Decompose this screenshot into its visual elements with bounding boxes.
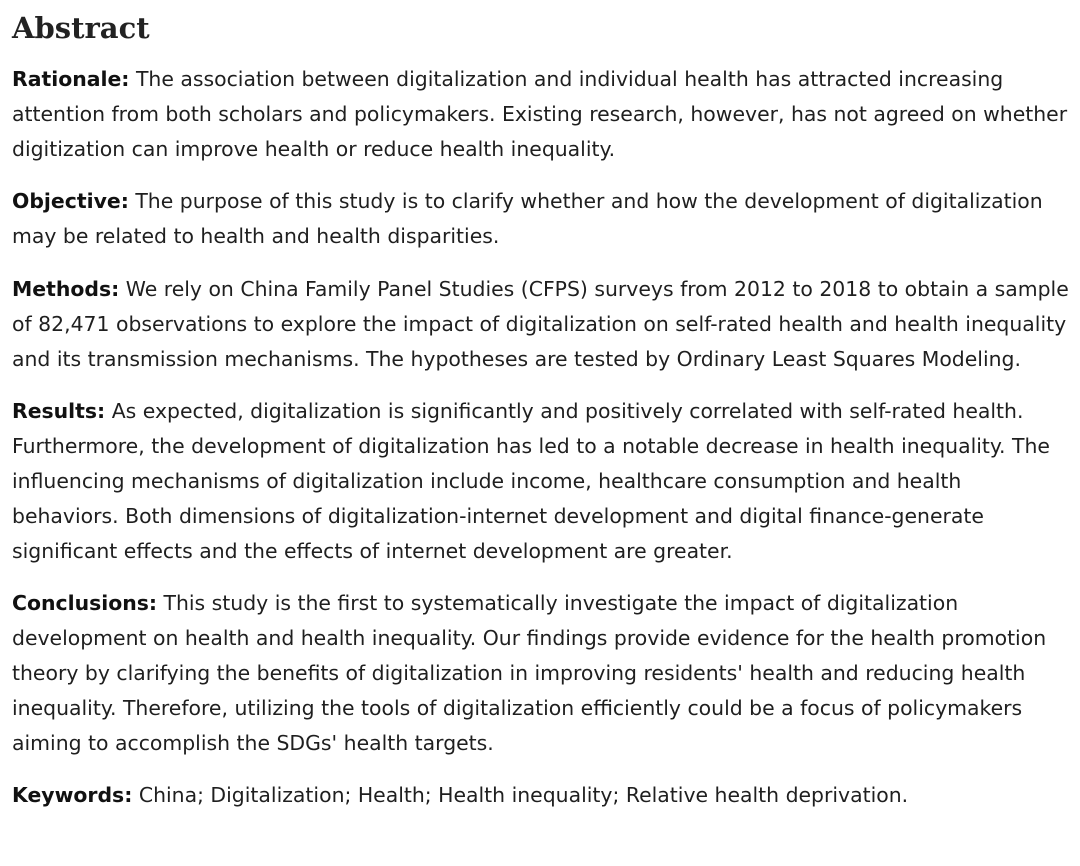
conclusions-paragraph [12,586,1074,761]
objective-label: Objective: [12,189,129,213]
objective-paragraph [12,184,1074,254]
results-label: Results: [12,399,106,423]
rationale-paragraph [12,62,1074,167]
results-text: As expected, digitalization is significantly and positively correlated with self-rated health. Furthermore, the development of digitalization has led to a notable decrease in health inequality. The influencing mechanisms of digitalization include income, healthcare consumption and health behaviors. Both dimensions of digitalization-internet development and digital finance-generate significant effects and the effects of internet development are greater. [12,399,1050,563]
methods-text: We rely on China Family Panel Studies (CFPS) surveys from 2012 to 2018 to obtain a sample of 82,471 observations to explore the impact of digitalization on self-rated health and health inequality and its transmission mechanisms. The hypotheses are tested by Ordinary Least Squares Modeling. [12,277,1069,371]
rationale-text: The association between digitalization and individual health has attracted increasing attention from both scholars and policymakers. Existing research, however, has not agreed on whether digitization can improve health or reduce health inequality. [12,67,1068,161]
methods-label: Methods: [12,277,120,301]
abstract-heading: Abstract [12,11,150,45]
conclusions-label: Conclusions: [12,591,158,615]
keywords-text: China; Digitalization; Health; Health inequality; Relative health deprivation. [132,783,909,807]
conclusions-text: This study is the first to systematically investigate the impact of digitalization development on health and health inequality. Our findings provide evidence for the health promotion theory by clarifying the benefits of digitalization in improving residents' health and reducing health inequality. Therefore, utilizing the tools of digitalization efficiently could be a focus of policymakers aiming to accomplish the SDGs' health targets. [12,591,1047,755]
objective-text: The purpose of this study is to clarify whether and how the development of digitalization may be related to health and health disparities. [12,189,1043,248]
abstract-section [12,0,1074,813]
rationale-label: Rationale: [12,67,130,91]
methods-paragraph [12,272,1074,377]
keywords-paragraph [12,778,1074,813]
results-paragraph [12,394,1074,569]
keywords-label: Keywords: [12,783,133,807]
